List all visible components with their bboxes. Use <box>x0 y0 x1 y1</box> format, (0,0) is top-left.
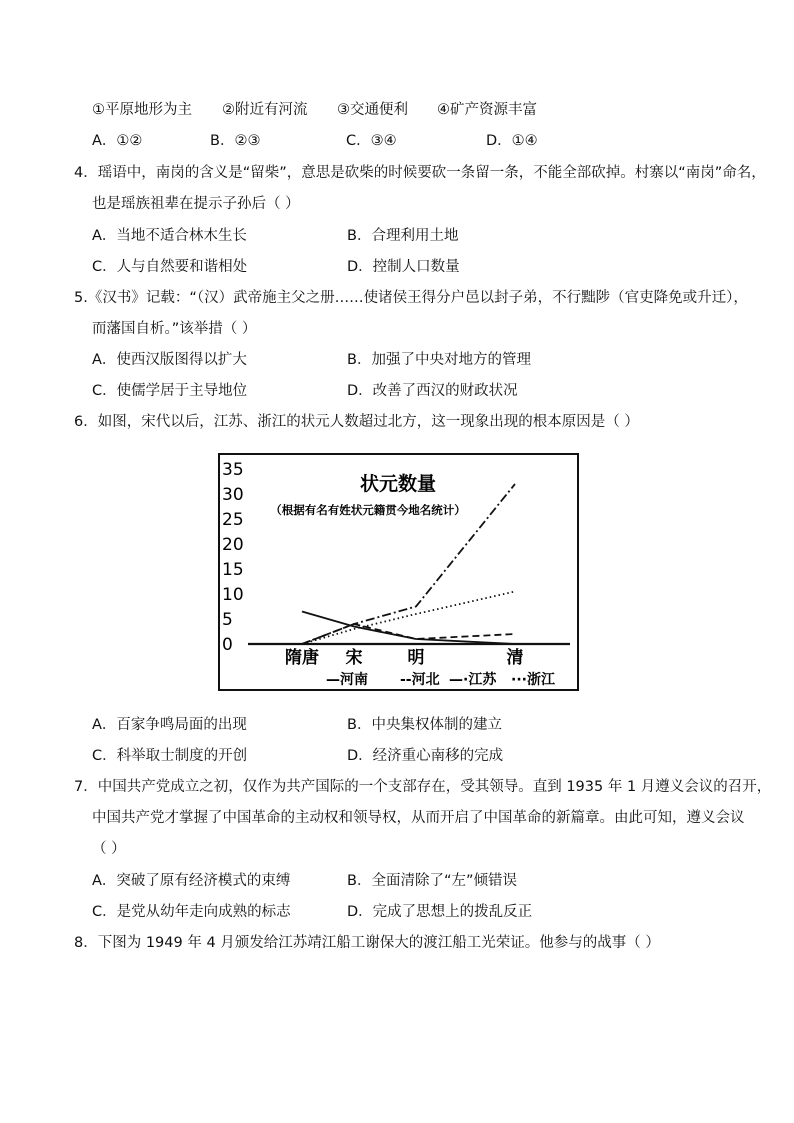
q4-stem-line1: 4．瑶语中，南岗的含义是“留柴”，意思是砍柴的时候要砍一条留一条，不能全部砍掉。村寨以“南岗”命名， <box>74 165 766 181</box>
q3-option-c: C．③④ <box>346 133 397 149</box>
q7-stem-line1: 7．中国共产党成立之初，仅作为共产国际的一个支部存在，受其领导。直到 1935 年 1 月遵义会议的召开， <box>74 779 772 795</box>
q6-stem: 6．如图，宋代以后，江苏、浙江的状元人数超过北方，这一现象出现的根本原因是（ ） <box>74 414 639 430</box>
q5-stem-line1: 5.《汉书》记载：“（汉）武帝施主父之册……使诸侯王得分户邑以封子弟，不行黜陟（官吏降免或升迁）， <box>74 290 748 306</box>
chart-title: 状元数量 <box>359 473 437 495</box>
y-tick-label: 15 <box>222 560 244 580</box>
chart-subtitle: （根据有名有姓状元籍贯今地名统计） <box>270 503 466 517</box>
y-tick-label: 30 <box>222 485 244 505</box>
y-tick-label: 10 <box>222 585 244 605</box>
q7-stem-line3: （ ） <box>92 841 126 857</box>
q8-stem: 8．下图为 1949 年 4 月颁发给江苏靖江船工谢保大的渡江船工光荣证。他参与的战事（ ） <box>74 935 660 951</box>
legend-item-zhejiang: ···浙江 <box>511 672 555 688</box>
q6-option-a: A．百家争鸣局面的出现 <box>92 717 247 733</box>
q7-option-b: B．全面清除了“左”倾错误 <box>347 873 517 889</box>
q7-option-d: D．完成了思想上的拨乱反正 <box>347 904 533 920</box>
q3-option-b: B．②③ <box>210 133 261 149</box>
x-tick-label: 宋 <box>345 648 363 668</box>
q5-option-a: A．使西汉版图得以扩大 <box>92 352 247 368</box>
q3-item-4: ④矿产资源丰富 <box>437 102 537 118</box>
q5-option-d: D．改善了西汉的财政状况 <box>347 383 518 399</box>
legend-item-henan: —河南 <box>326 672 368 688</box>
legend-item-jiangsu: —·江苏 <box>449 672 497 688</box>
q4-option-c: C．人与自然要和谐相处 <box>92 259 248 275</box>
q6-option-d: D．经济重心南移的完成 <box>347 748 504 764</box>
x-tick-label: 清 <box>506 648 524 668</box>
y-tick-label: 5 <box>222 610 233 630</box>
legend-item-hebei: --河北 <box>400 672 440 688</box>
q3-option-a: A．①② <box>92 133 143 149</box>
q3-item-1: ①平原地形为主 <box>92 102 192 118</box>
q6-option-c: C．科举取士制度的开创 <box>92 748 248 764</box>
q4-option-b: B．合理利用土地 <box>347 228 459 244</box>
x-tick-label: 隋唐 <box>285 648 319 668</box>
q3-option-d: D．①④ <box>486 133 538 149</box>
y-tick-label: 35 <box>222 460 244 480</box>
q7-option-a: A．突破了原有经济模式的束缚 <box>92 873 291 889</box>
q4-option-d: D．控制人口数量 <box>347 259 460 275</box>
q3-item-2: ②附近有河流 <box>222 102 308 118</box>
q7-option-c: C．是党从幼年走向成熟的标志 <box>92 904 291 920</box>
x-tick-label: 明 <box>407 648 425 668</box>
q4-option-a: A．当地不适合林木生长 <box>92 228 247 244</box>
q6-option-b: B．中央集权体制的建立 <box>347 717 502 733</box>
q4-stem-line2: 也是瑶族祖辈在提示子孙后（ ） <box>92 196 300 212</box>
q5-option-b: B．加强了中央对地方的管理 <box>347 352 531 368</box>
zhuangyuan-line-chart <box>218 453 579 691</box>
q7-stem-line2: 中国共产党才掌握了中国革命的主动权和领导权，从而开启了中国革命的新篇章。由此可知，遵义会议 <box>92 810 745 826</box>
y-tick-label: 25 <box>222 510 244 530</box>
y-tick-label: 0 <box>222 635 233 655</box>
q5-option-c: C．使儒学居于主导地位 <box>92 383 248 399</box>
q5-stem-line2: 而藩国自析。”该举措（ ） <box>92 321 257 337</box>
y-tick-label: 20 <box>222 535 244 555</box>
q3-item-3: ③交通便利 <box>337 102 408 118</box>
